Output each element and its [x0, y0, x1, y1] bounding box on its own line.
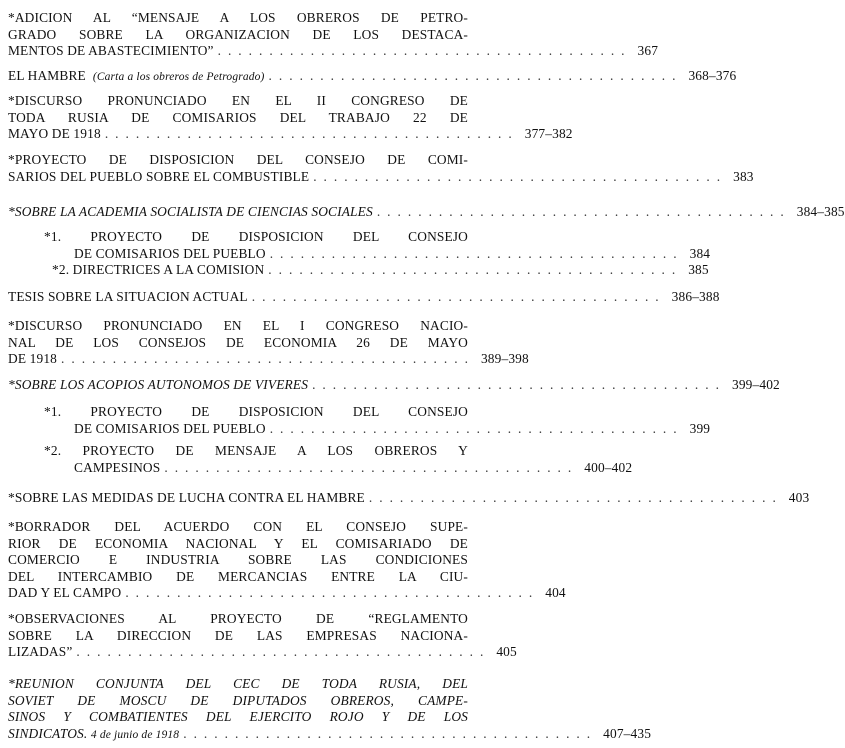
page-number: 367	[637, 43, 659, 58]
toc-line: *ADICION AL “MENSAJE A LOS OBREROS DE PETRO-	[8, 10, 468, 25]
toc-line: DEL INTERCAMBIO DE MERCANCIAS ENTRE LA CIU-	[8, 568, 468, 584]
toc-subentry	[52, 262, 709, 279]
toc-last-line	[8, 126, 573, 143]
toc-entry	[8, 611, 517, 661]
page-number: 385	[688, 262, 709, 277]
toc-text: TESIS SOBRE LA SITUACION ACTUAL	[8, 289, 248, 304]
leader-dots: ........................................	[76, 644, 491, 659]
toc-line: SOVIET DE MOSCU DE DIPUTADOS OBREROS, CAMPE-	[8, 692, 468, 708]
toc-text: *SOBRE LOS ACOPIOS AUTONOMOS DE VIVERES	[8, 377, 309, 392]
toc-last-line	[8, 585, 566, 602]
toc-text: DE 1918	[8, 351, 58, 366]
toc-line: *1. PROYECTO DE DISPOSICION DEL CONSEJO	[44, 404, 468, 419]
leader-dots: ........................................	[268, 262, 683, 277]
toc-entry	[8, 519, 566, 602]
toc-text: *SOBRE LA ACADEMIA SOCIALISTA DE CIENCIAS SOCIALES	[8, 204, 373, 219]
toc-entry	[8, 377, 780, 394]
leader-dots: ........................................	[217, 43, 632, 58]
toc-line: *PROYECTO DE DISPOSICION DEL CONSEJO DE COMI-	[8, 152, 468, 167]
toc-line: SINOS Y COMBATIENTES DEL EJERCITO ROJO Y DE LOS	[8, 709, 468, 724]
toc-line: GRADO SOBRE LA ORGANIZACION DE LOS DESTACA-	[8, 26, 468, 42]
toc-line: *DISCURSO PRONUNCIADO EN EL I CONGRESO NACIO-	[8, 318, 468, 333]
toc-last-line	[44, 459, 633, 477]
toc-last-line	[8, 68, 737, 85]
page-number: 377–382	[524, 126, 573, 141]
toc-last-line	[8, 377, 780, 394]
toc-text: LIZADAS”	[8, 644, 73, 659]
toc-line: RIOR DE ECONOMIA NACIONAL Y EL COMISARIADO DE	[8, 535, 468, 551]
toc-text	[8, 726, 179, 744]
toc-line: *BORRADOR DEL ACUERDO CON EL CONSEJO SUPE-	[8, 519, 468, 534]
leader-dots: ........................................	[268, 68, 683, 83]
toc-text: DE COMISARIOS DEL PUEBLO	[74, 420, 266, 436]
page-number: 404	[545, 585, 566, 600]
leader-dots: ........................................	[269, 245, 684, 261]
page-number: 368–376	[688, 68, 737, 83]
leader-dots: ........................................	[104, 126, 519, 141]
page-number: 383	[733, 168, 754, 184]
toc-title: EL HAMBRE	[8, 68, 86, 83]
leader-dots: ........................................	[251, 289, 666, 304]
page-number: 384	[689, 245, 711, 261]
toc-last-line	[8, 43, 659, 60]
toc-text: *2. DIRECTRICES A LA COMISION	[52, 262, 265, 277]
toc-last-line	[44, 245, 711, 263]
toc-title: SINDICATOS.	[8, 725, 88, 741]
toc-entry	[8, 318, 529, 368]
toc-last-line	[8, 168, 754, 186]
page-number: 386–388	[671, 289, 720, 304]
toc-last-line	[8, 725, 652, 743]
toc-last-line	[52, 262, 709, 279]
toc-line: NAL DE LOS CONSEJOS DE ECONOMIA 26 DE MAYO	[8, 334, 468, 350]
toc-text: CAMPESINOS	[74, 459, 161, 475]
toc-note: (Carta a los obreros de Petrogrado)	[92, 71, 265, 83]
toc-line: COMERCIO E INDUSTRIA SOBRE LAS CONDICIONES	[8, 552, 468, 567]
toc-entry	[8, 676, 652, 742]
toc-subentry	[44, 404, 711, 437]
leader-dots: ........................................	[183, 725, 598, 741]
page-number: 405	[496, 644, 517, 659]
toc-line: *DISCURSO PRONUNCIADO EN EL II CONGRESO DE	[8, 93, 468, 108]
leader-dots: ........................................	[61, 351, 475, 366]
leader-dots: ........................................	[376, 204, 791, 219]
page-number: 399	[689, 420, 711, 436]
toc-last-line	[8, 351, 529, 368]
toc-last-line	[8, 204, 845, 221]
toc-entry	[8, 93, 573, 143]
toc-line: *REUNION CONJUNTA DEL CEC DE TODA RUSIA, DEL	[8, 676, 468, 691]
leader-dots: ........................................	[368, 490, 783, 505]
page-number: 384–385	[796, 204, 845, 219]
toc-entry	[8, 204, 845, 221]
toc-text: *SOBRE LAS MEDIDAS DE LUCHA CONTRA EL HAMBRE	[8, 490, 365, 505]
toc-text: SARIOS DEL PUEBLO SOBRE EL COMBUSTIBLE	[8, 168, 310, 184]
toc-subentry	[44, 443, 633, 476]
toc-line: *2. PROYECTO DE MENSAJE A LOS OBREROS Y	[44, 443, 468, 458]
toc-last-line	[44, 420, 711, 438]
toc-line: *OBSERVACIONES AL PROYECTO DE “REGLAMENTO	[8, 611, 468, 626]
leader-dots: ........................................	[313, 168, 728, 184]
toc-last-line	[8, 644, 517, 661]
leader-dots: ........................................	[312, 377, 726, 392]
leader-dots: ........................................	[164, 459, 579, 475]
page-number: 399–402	[731, 377, 780, 392]
toc-text	[8, 68, 265, 86]
leader-dots: ........................................	[125, 585, 540, 600]
toc-text: MENTOS DE ABASTECIMIENTO”	[8, 43, 214, 58]
leader-dots: ........................................	[269, 420, 684, 436]
toc-line: *1. PROYECTO DE DISPOSICION DEL CONSEJO	[44, 229, 468, 244]
page-number: 389–398	[480, 351, 529, 366]
toc-entry	[8, 289, 720, 306]
toc-entry	[8, 68, 737, 85]
toc-text: MAYO DE 1918	[8, 126, 101, 141]
page-number: 400–402	[584, 459, 633, 475]
page-number: 407–435	[603, 725, 652, 741]
toc-last-line	[8, 289, 720, 306]
toc-text: DAD Y EL CAMPO	[8, 585, 122, 600]
toc-line: TODA RUSIA DE COMISARIOS DEL TRABAJO 22 DE	[8, 109, 468, 125]
page-number: 403	[788, 490, 810, 505]
toc-last-line	[8, 490, 810, 507]
toc-line: SOBRE LA DIRECCION DE LAS EMPRESAS NACIONA-	[8, 627, 468, 643]
toc-note: 4 de junio de 1918	[90, 728, 180, 741]
toc-entry	[8, 152, 754, 185]
toc-entry	[8, 10, 659, 60]
toc-subentry	[44, 229, 711, 262]
toc-text: DE COMISARIOS DEL PUEBLO	[74, 245, 266, 261]
toc-entry	[8, 490, 810, 507]
